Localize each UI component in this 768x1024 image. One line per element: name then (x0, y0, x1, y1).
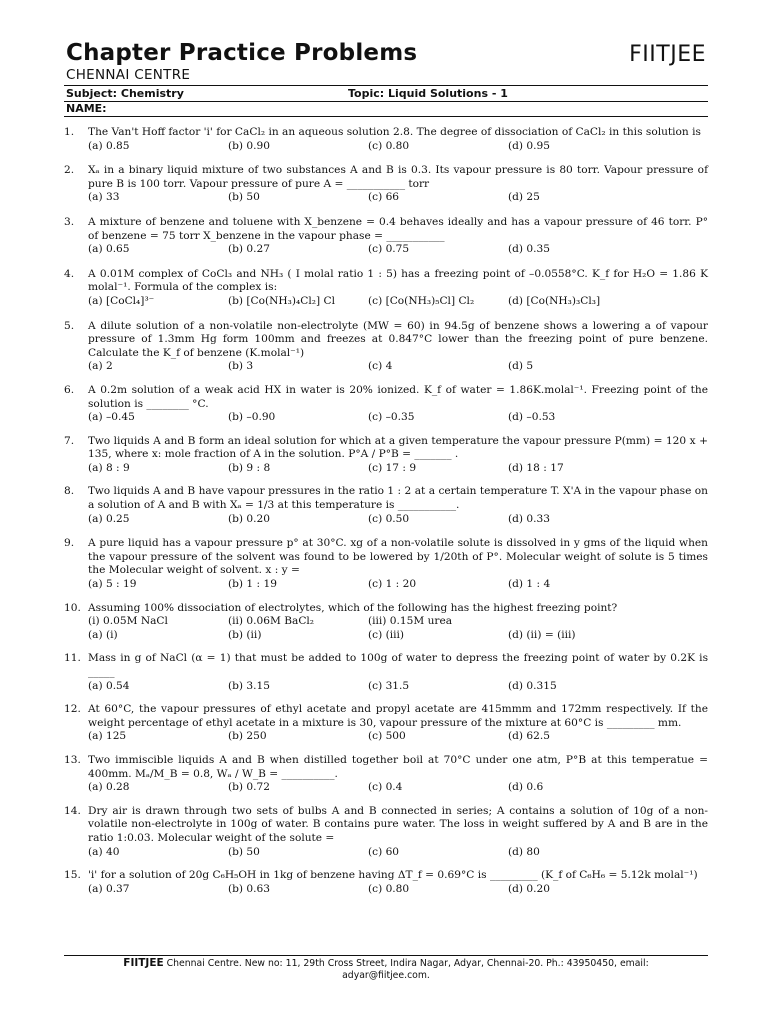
question-number: 15. (64, 869, 81, 882)
question-number: 3. (64, 215, 75, 228)
footer (64, 957, 708, 982)
question-text: A 0.01M complex of CoCl₃ and NH₃ ( I molal ratio 1 : 5) has a freezing point of –0.0558°C. K_f for H₂O = 1.86 K molal⁻¹. Formula of the complex is: (88, 267, 708, 294)
answer-option: (d) 0.315 (508, 679, 557, 692)
answer-option: (b) 0.63 (228, 882, 271, 895)
name-rule (64, 116, 708, 117)
question-item (64, 537, 708, 591)
answer-option: (a) 0.85 (88, 139, 130, 152)
answer-option: (d) 0.95 (508, 139, 551, 152)
question-number: 11. (64, 652, 81, 665)
answer-option: (d) 80 (508, 845, 540, 858)
answer-option: (c) 4 (368, 360, 393, 373)
answer-option: (b) 0.20 (228, 512, 271, 525)
answer-options (88, 680, 708, 694)
answer-options (88, 462, 708, 476)
question-list (64, 126, 708, 896)
answer-option: (b) 50 (228, 191, 260, 204)
answer-option: (a) 0.65 (88, 243, 130, 256)
answer-option: (d) 5 (508, 360, 534, 373)
answer-options (88, 730, 708, 744)
statement-item: (iii) 0.15M urea (368, 615, 453, 628)
question-item (64, 652, 708, 693)
question-text: Assuming 100% dissociation of electrolytes, which of the following has the highest freezing point? (88, 601, 618, 614)
answer-option: (a) 33 (88, 191, 120, 204)
answer-option: (a) 40 (88, 845, 120, 858)
question-item (64, 805, 708, 859)
answer-option: (d) 0.6 (508, 781, 544, 794)
question-item (64, 268, 708, 309)
answer-options (88, 243, 708, 257)
answer-option: (d) –0.53 (508, 411, 556, 424)
question-number: 12. (64, 703, 81, 716)
answer-option: (d) 18 : 17 (508, 461, 564, 474)
answer-option: (a) 2 (88, 360, 113, 373)
footer-address: Chennai Centre. New no: 11, 29th Cross Street, Indira Nagar, Adyar, Chennai-20. Ph.: 43950450, email: (163, 958, 649, 969)
brand-name: FIITJEE (629, 42, 706, 67)
answer-option: (b) (ii) (228, 628, 262, 641)
answer-option: (c) 66 (368, 191, 400, 204)
answer-options (88, 578, 708, 592)
answer-option: (c) 1 : 20 (368, 578, 417, 591)
question-text: The Van't Hoff factor 'i' for CaCl₂ in an aqueous solution 2.8. The degree of dissociation of CaCl₂ in this solution is (88, 126, 701, 138)
answer-option: (d) 0.35 (508, 243, 551, 256)
answer-options (88, 781, 708, 795)
answer-option: (a) –0.45 (88, 411, 135, 424)
answer-option: (c) (iii) (368, 628, 404, 641)
page-title: Chapter Practice Problems (66, 40, 418, 66)
question-item (64, 602, 708, 643)
answer-options (88, 140, 708, 154)
question-text: Mass in g of NaCl (α = 1) that must be added to 100g of water to depress the freezing point of water by 0.2K is _____ (88, 652, 708, 678)
answer-option: (a) 0.37 (88, 882, 130, 895)
answer-options (88, 513, 708, 527)
answer-option: (c) [Co(NH₃)₅Cl] Cl₂ (368, 294, 475, 307)
answer-option: (d) [Co(NH₃)₃Cl₃] (508, 294, 601, 307)
answer-options (88, 629, 708, 643)
answer-option: (c) 0.80 (368, 139, 410, 152)
question-text: 'i' for a solution of 20g C₆H₅OH in 1kg of benzene having ΔT_f = 0.69°C is _________ (K_f of C₆H₆ = 5.12k molal⁻¹) (88, 869, 698, 882)
subject-label: Subject: Chemistry (66, 87, 184, 100)
question-item (64, 754, 708, 795)
footer-email: adyar@fiitjee.com. (342, 970, 430, 981)
answer-option: (a) 0.54 (88, 679, 130, 692)
answer-option: (c) 0.50 (368, 512, 410, 525)
question-item (64, 320, 708, 374)
answer-option: (a) (i) (88, 628, 118, 641)
footer-brand: FIITJEE (123, 957, 164, 969)
question-text: Two liquids A and B form an ideal solution for which at a given temperature the vapour pressure P(mm) = 120 x + 135, where x: mole fraction of A in the solution. P°A / P°B = _______ . (88, 434, 708, 461)
question-number: 6. (64, 383, 75, 396)
answer-option: (d) 1 : 4 (508, 578, 551, 591)
answer-option: (d) 0.20 (508, 882, 551, 895)
answer-option: (c) 0.4 (368, 781, 403, 794)
answer-option: (d) 62.5 (508, 730, 551, 743)
question-text: At 60°C, the vapour pressures of ethyl acetate and propyl acetate are 415mmm and 172mm respectively. If the weight percentage of ethyl acetate in a mixture is 30, vapour pressure of the mixture at 60°C is _________ mm. (88, 703, 708, 729)
question-number: 10. (64, 601, 81, 614)
question-number: 7. (64, 434, 75, 447)
answer-option: (c) 500 (368, 730, 406, 743)
question-item (64, 703, 708, 744)
answer-option: (d) 0.33 (508, 512, 551, 525)
centre-name: CHENNAI CENTRE (66, 67, 191, 83)
answer-option: (a) 8 : 9 (88, 461, 130, 474)
name-label: NAME: (66, 102, 107, 115)
question-statements (88, 615, 708, 629)
answer-option: (b) 0.72 (228, 781, 271, 794)
answer-option: (c) 31.5 (368, 679, 410, 692)
question-item (64, 384, 708, 425)
question-text: Two liquids A and B have vapour pressures in the ratio 1 : 2 at a certain temperature T. X'A in the vapour phase on a solution of A and B with Xₐ = 1/3 at this temperature is ___________. (88, 485, 708, 512)
question-number: 14. (64, 804, 81, 817)
answer-options (88, 411, 708, 425)
question-item (64, 216, 708, 257)
question-text: Two immiscible liquids A and B when distilled together boil at 70°C under one atm, P°B at this temperatue = 400mm. Mₐ/M_B = 0.8, Wₐ / W_B = __________. (88, 753, 708, 780)
answer-options (88, 360, 708, 374)
question-text: A dilute solution of a non-volatile non-electrolyte (MW = 60) in 94.5g of benzene shows a lowering a of vapour pressure of 1.3mm Hg form 100mm and freezes at 0.847°C lower than the freezing point of pure benzene. Calculate the K_f of benzene (K.molal⁻¹) (88, 319, 708, 359)
header-rule (64, 85, 708, 86)
answer-option: (c) 60 (368, 845, 400, 858)
subject-rule (64, 101, 708, 102)
question-item (64, 126, 708, 153)
answer-option: (c) –0.35 (368, 411, 415, 424)
answer-option: (b) 3 (228, 360, 254, 373)
answer-option: (d) (ii) = (iii) (508, 628, 576, 641)
answer-options (88, 883, 708, 897)
question-item (64, 869, 708, 896)
answer-option: (c) 0.75 (368, 243, 410, 256)
answer-option: (b) 3.15 (228, 679, 271, 692)
answer-option: (b) 0.27 (228, 243, 271, 256)
answer-option: (a) 5 : 19 (88, 578, 137, 591)
topic-label: Topic: Liquid Solutions - 1 (348, 87, 508, 100)
answer-option: (c) 17 : 9 (368, 461, 417, 474)
question-number: 5. (64, 319, 75, 332)
question-number: 9. (64, 537, 75, 550)
question-number: 8. (64, 485, 75, 498)
question-number: 4. (64, 267, 75, 280)
question-text: A mixture of benzene and toluene with X_benzene = 0.4 behaves ideally and has a vapour pressure of 46 torr. P° of benzene = 75 torr X_benzene in the vapour phase = ___________ (88, 215, 708, 242)
answer-option: (b) 250 (228, 730, 267, 743)
answer-option: (a) 0.28 (88, 781, 130, 794)
question-number: 2. (64, 164, 75, 177)
answer-option: (b) [Co(NH₃)₄Cl₂] Cl (228, 294, 336, 307)
question-number: 13. (64, 753, 81, 766)
answer-option: (b) –0.90 (228, 411, 276, 424)
answer-options (88, 191, 708, 205)
answer-option: (b) 50 (228, 845, 260, 858)
answer-option: (a) 0.25 (88, 512, 130, 525)
question-text: Xₐ in a binary liquid mixture of two substances A and B is 0.3. Its vapour pressure is 80 torr. Vapour pressure of pure B is 100 torr. Vapour pressure of pure A = ___________ torr (88, 164, 708, 190)
question-item (64, 164, 708, 205)
footer-rule (64, 955, 708, 956)
answer-option: (a) [CoCl₄]³⁻ (88, 294, 155, 307)
answer-option: (a) 125 (88, 730, 127, 743)
question-item (64, 485, 708, 526)
question-text: A pure liquid has a vapour pressure p° at 30°C. xg of a non-volatile solute is dissolved in y gms of the liquid when the vapour pressure of the solvent was found to be lowered by 1/20th of P°. Molecular weight of solute is 5 times the Molecular weight of solvent. x : y = (88, 537, 708, 577)
answer-option: (b) 9 : 8 (228, 461, 271, 474)
question-item (64, 435, 708, 476)
answer-options (88, 295, 708, 309)
statement-item: (ii) 0.06M BaCl₂ (228, 615, 315, 628)
answer-option: (b) 0.90 (228, 139, 271, 152)
statement-item: (i) 0.05M NaCl (88, 615, 168, 628)
question-number: 1. (64, 126, 75, 138)
answer-option: (d) 25 (508, 191, 540, 204)
answer-options (88, 846, 708, 860)
question-text: Dry air is drawn through two sets of bulbs A and B connected in series; A contains a solution of 10g of a non-volatile non-electrolyte in 100g of water. B contains pure water. The loss in weight suffered by A and B are in the ratio 1:0.03. Molecular weight of the solute = (88, 804, 708, 844)
answer-option: (b) 1 : 19 (228, 578, 277, 591)
question-text: A 0.2m solution of a weak acid HX in water is 20% ionized. K_f of water = 1.86K.molal⁻¹. Freezing point of the solution is ________ °C. (88, 383, 708, 410)
answer-option: (c) 0.80 (368, 882, 410, 895)
